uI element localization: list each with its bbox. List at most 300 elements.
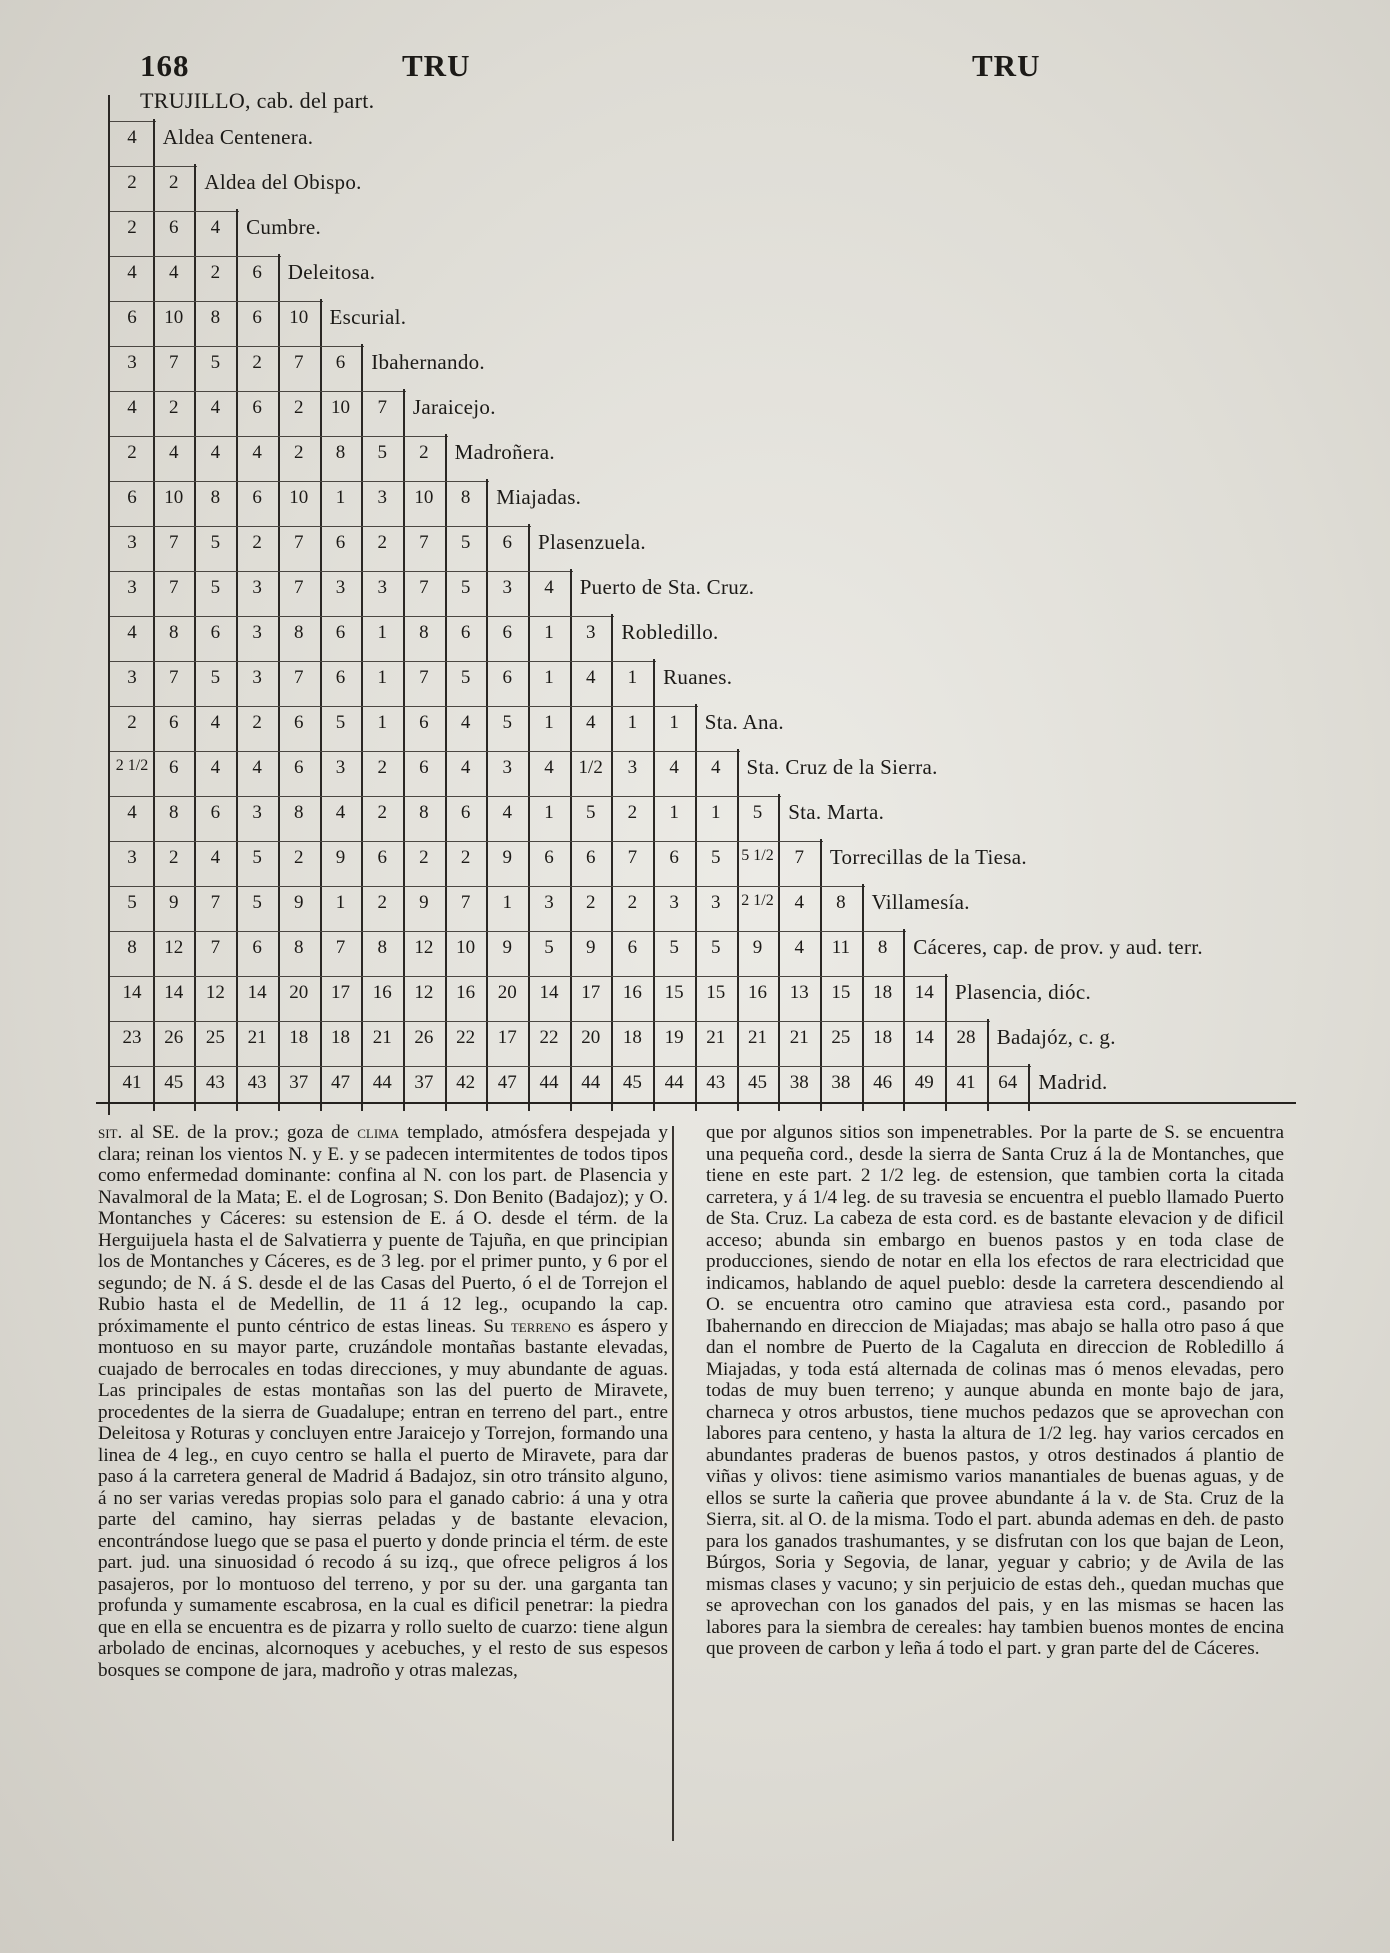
table-cell: 16: [372, 982, 392, 1003]
table-cell: 6: [627, 937, 638, 958]
table-cell: 5: [544, 937, 554, 958]
row-separator: [110, 391, 406, 392]
row-separator: [110, 166, 197, 167]
table-cell: 5: [460, 532, 471, 553]
table-cell: 1: [627, 712, 638, 733]
table-cell: 20: [289, 982, 309, 1003]
table-cell: 1: [377, 667, 387, 688]
table-cell: 1: [711, 802, 721, 823]
table-cell: 1: [335, 892, 346, 913]
table-cell: 4: [585, 667, 596, 688]
table-cell: 9: [502, 847, 513, 868]
table-cell: 7: [419, 667, 429, 688]
table-cell: 7: [168, 352, 179, 373]
table-cell: 4: [585, 712, 596, 733]
table-cell: 3: [252, 802, 262, 823]
table-cell: 2 1/2: [115, 757, 149, 774]
table-cell: 3: [335, 577, 346, 598]
table-cell: 4: [210, 397, 221, 418]
place-name: Villamesía.: [871, 890, 970, 914]
table-cell: 1: [544, 712, 554, 733]
table-cell: 4: [168, 442, 179, 463]
table-cell: 2: [419, 442, 429, 463]
table-cell: 7: [210, 937, 221, 958]
table-cell: 43: [205, 1072, 225, 1093]
table-cell: 21: [789, 1027, 809, 1048]
table-cell: 7: [294, 352, 304, 373]
table-cell: 6: [669, 847, 679, 868]
table-cell: 14: [539, 982, 559, 1003]
table-cell: 4: [127, 802, 137, 823]
table-cell: 1: [335, 487, 346, 508]
table-cell: 8: [419, 802, 429, 823]
table-cell: 4: [252, 442, 262, 463]
row-separator: [110, 1021, 990, 1022]
table-cell: 4: [252, 757, 262, 778]
table-cell: 8: [210, 307, 221, 328]
table-cell: 4: [460, 757, 471, 778]
table-cell: 6: [127, 487, 137, 508]
table-cell: 6: [460, 802, 471, 823]
table-cell: 4: [168, 262, 179, 283]
table-cell: 9: [585, 937, 596, 958]
table-cell: 7: [168, 532, 179, 553]
table-cell: 4: [127, 397, 137, 418]
table-cell: 1: [544, 802, 554, 823]
row-separator: [110, 661, 656, 662]
table-cell: 15: [831, 982, 851, 1003]
body-text-right: [706, 1122, 1284, 1660]
column-rule: [611, 614, 613, 1111]
table-cell: 6: [294, 757, 304, 778]
place-name: Sta. Marta.: [788, 800, 885, 824]
row-separator: [110, 616, 614, 617]
table-cell: 2: [585, 892, 596, 913]
table-cell: 8: [294, 937, 304, 958]
table-cell: 5: [502, 712, 513, 733]
table-cell: 28: [956, 1027, 976, 1048]
table-cell: 3: [377, 487, 387, 508]
column-rule: [153, 119, 155, 1111]
table-cell: 5: [252, 847, 262, 868]
table-cell: 6: [544, 847, 554, 868]
table-cell: 26: [414, 1027, 434, 1048]
table-cell: 5: [335, 712, 346, 733]
table-cell: 2: [127, 712, 137, 733]
row-separator: [110, 481, 489, 482]
table-cell: 44: [539, 1072, 559, 1093]
table-cell: 6: [502, 532, 513, 553]
place-name: Ruanes.: [663, 665, 733, 689]
table-cell: 26: [164, 1027, 184, 1048]
table-cell: 3: [127, 667, 137, 688]
table-cell: 43: [706, 1072, 726, 1093]
table-cell: 22: [456, 1027, 476, 1048]
table-cell: 10: [164, 487, 184, 508]
table-cell: 4: [794, 937, 804, 958]
table-cell: 3: [252, 577, 262, 598]
table-cell: 41: [122, 1072, 142, 1093]
table-cell: 7: [168, 667, 179, 688]
table-cell: 10: [289, 307, 309, 328]
row-separator: [110, 796, 781, 797]
table-cell: 2: [377, 532, 387, 553]
table-cell: 7: [377, 397, 387, 418]
place-name: Escurial.: [329, 305, 407, 329]
table-cell: 2: [294, 847, 304, 868]
table-cell: 3: [252, 667, 262, 688]
table-cell: 5: [585, 802, 596, 823]
place-name: Ibahernando.: [371, 350, 485, 374]
table-cell: 6: [294, 712, 304, 733]
page-number: 168: [140, 48, 190, 83]
table-cell: 2: [127, 172, 137, 193]
table-cell: 1: [544, 667, 554, 688]
column-rule: [486, 479, 488, 1111]
table-cell: 18: [622, 1027, 642, 1048]
table-cell: 4: [127, 262, 137, 283]
table-cell: 4: [210, 757, 221, 778]
table-cell: 3: [377, 577, 387, 598]
place-name: Torrecillas de la Tiesa.: [829, 845, 1027, 869]
table-cell: 3: [544, 892, 554, 913]
table-cell: 38: [789, 1072, 809, 1093]
table-cell: 2: [627, 892, 638, 913]
row-separator: [110, 931, 906, 932]
table-cell: 5: [711, 937, 721, 958]
column-rule: [403, 389, 405, 1111]
table-cell: 5: [711, 847, 721, 868]
row-separator: [110, 436, 448, 437]
column-rule: [987, 1019, 989, 1111]
table-cell: 2: [127, 217, 137, 238]
column-divider: [672, 1126, 674, 1841]
table-cell: 1: [377, 622, 387, 643]
table-cell: 6: [168, 217, 179, 238]
place-name: Robledillo.: [621, 620, 719, 644]
paragraph-right: que por algunos sitios son impenetrables. Por la parte de S. se encuentra una pequeña cord., desde la sierra de Santa Cruz á la de Montanches, que tiene en este part. 2 1/2 leg. de estension, que tambien corta la citada carretera, y á 1/4 leg. de su travesia se encuentra el pueblo llamado Puerto de Sta. Cruz. La cabeza de esta cord. es de bastante elevacion y de dificil acceso; abunda sin embargo en buenos pastos y en toda clase de producciones, siendo de notar en ella los efectos de rara electricidad que indicamos, hablando de aquel pueblo: desde la carretera descendiendo al O. se encuentra otro camino que atraviesa esta cord., pasando por Ibahernando en direccion de Miajadas; mas abajo se halla otro paso á que dan el nombre de Puerto de la Cagaluta en direccion de Robledillo á Miajadas, y toda está alternada de colinas mas ó menos elevadas, pero todas de muy buen terreno; y aunque abunda en monte bajo de jara, charneca y otros arbustos, tiene muchos pedazos que se aprovechan con labores para centeno, y hasta la altura de 1/2 leg. hay varios cercados en abundantes praderas de buenos pastos, y otros destinados á plantio de viñas y olivos: tiene asimismo varios manantiales de buenas aguas, y de ellos se surte la cañeria que provee abundante á la v. de Sta. Cruz de la Sierra, sit. al O. de la misma. Todo el part. abunda ademas en deh. de pasto para los ganados trashumantes, y se disfrutan con los que bajan de Leon, Búrgos, Soria y Segovia, de lanar, yeguar y cabrio; y de Avila de las mismas clases y vacuno; y sin perjuicio de estas deh., quedan muchas que se aprovechan con los ganados del pais, y en las mismas se hacen las labores para la siembra de cereales: hay tambien buenos montes de encina que proveen de carbon y leña á todo el part. y gran parte del de Cáceres.: [706, 1122, 1284, 1659]
table-cell: 8: [127, 937, 137, 958]
table-cell: 4: [460, 712, 471, 733]
table-cell: 1/2: [578, 757, 603, 778]
column-rule: [820, 839, 822, 1111]
table-cell: 17: [497, 1027, 517, 1048]
table-cell: 7: [419, 577, 429, 598]
table-cell: 10: [456, 937, 476, 958]
table-cell: 4: [210, 217, 221, 238]
table-cell: 2: [377, 757, 387, 778]
place-name: Miajadas.: [496, 485, 582, 509]
table-cell: 10: [289, 487, 309, 508]
table-cell: 23: [122, 1027, 142, 1048]
table-cell: 21: [247, 1027, 267, 1048]
table-cell: 44: [664, 1072, 684, 1093]
place-name: Madrid.: [1038, 1070, 1108, 1094]
table-cell: 10: [414, 487, 434, 508]
column-rule: [695, 704, 697, 1111]
table-cell: 2: [252, 532, 262, 553]
table-cell: 8: [210, 487, 221, 508]
table-cell: 6: [168, 757, 179, 778]
table-cell: 5: [210, 532, 221, 553]
place-name: Aldea Centenera.: [162, 125, 314, 149]
table-cell: 3: [127, 577, 137, 598]
place-name: Plasenzuela.: [538, 530, 646, 554]
table-cell: 47: [497, 1072, 517, 1093]
table-cell: 45: [748, 1072, 767, 1093]
table-cell: 8: [168, 622, 179, 643]
table-cell: 4: [127, 127, 137, 148]
table-cell: 4: [502, 802, 513, 823]
table-cell: 18: [331, 1027, 350, 1048]
row-separator: [110, 301, 323, 302]
table-cell: 2: [252, 352, 262, 373]
table-cell: 44: [372, 1072, 392, 1093]
table-cell: 4: [210, 442, 221, 463]
table-cell: 7: [210, 892, 221, 913]
table-cell: 4: [210, 847, 221, 868]
place-name: Puerto de Sta. Cruz.: [579, 575, 755, 599]
table-cell: 1: [377, 712, 387, 733]
table-cell: 8: [460, 487, 471, 508]
table-cell: 38: [831, 1072, 851, 1093]
table-cell: 1: [627, 667, 638, 688]
table-cell: 6: [335, 667, 346, 688]
table-cell: 21: [372, 1027, 392, 1048]
table-cell: 6: [210, 802, 221, 823]
table-cell: 8: [419, 622, 429, 643]
table-cell: 8: [335, 442, 346, 463]
table-cell: 18: [289, 1027, 309, 1048]
place-name: Aldea del Obispo.: [204, 170, 362, 194]
table-cell: 19: [664, 1027, 684, 1048]
row-separator: [110, 886, 865, 887]
column-rule: [570, 569, 572, 1111]
row-separator: [110, 346, 364, 347]
running-head-left: TRU: [402, 48, 471, 83]
table-cell: 9: [752, 937, 763, 958]
table-cell: 6: [252, 307, 262, 328]
table-cell: 3: [585, 622, 596, 643]
table-cell: 9: [419, 892, 429, 913]
table-cell: 8: [377, 937, 387, 958]
table-cell: 5: [252, 892, 262, 913]
table-cell: 6: [460, 622, 471, 643]
place-name: Sta. Cruz de la Sierra.: [746, 755, 938, 779]
table-cell: 2: [168, 397, 179, 418]
table-cell: 42: [456, 1072, 476, 1093]
row-separator: [110, 1066, 1031, 1067]
table-cell: 5: [210, 352, 221, 373]
table-cell: 6: [585, 847, 596, 868]
table-cell: 12: [414, 982, 434, 1003]
table-cell: 20: [581, 1027, 601, 1048]
table-cell: 6: [335, 352, 346, 373]
table-cell: 13: [789, 982, 809, 1003]
column-rule: [194, 164, 196, 1111]
table-cell: 7: [794, 847, 804, 868]
table-cell: 17: [581, 982, 601, 1003]
table-cell: 15: [706, 982, 726, 1003]
table-cell: 6: [127, 307, 137, 328]
table-cell: 25: [205, 1027, 225, 1048]
table-cell: 8: [294, 802, 304, 823]
table-cell: 16: [748, 982, 767, 1003]
table-cell: 7: [294, 577, 304, 598]
table-cell: 9: [502, 937, 513, 958]
running-head-right: TRU: [972, 48, 1041, 83]
table-cell: 22: [539, 1027, 559, 1048]
table-cell: 4: [127, 622, 137, 643]
table-cell: 1: [669, 802, 679, 823]
row-separator: [110, 706, 698, 707]
table-cell: 2: [377, 802, 387, 823]
column-rule: [653, 659, 655, 1111]
table-cell: 14: [247, 982, 267, 1003]
table-cell: 8: [168, 802, 179, 823]
column-rule: [528, 524, 530, 1111]
column-rule: [945, 974, 947, 1111]
table-cell: 3: [711, 892, 721, 913]
table-cell: 2: [419, 847, 429, 868]
column-rule: [278, 254, 280, 1111]
table-cell: 2: [377, 892, 387, 913]
table-cell: 14: [122, 982, 142, 1003]
table-cell: 3: [502, 757, 513, 778]
table-cell: 4: [711, 757, 721, 778]
row-separator: [110, 526, 531, 527]
table-cell: 9: [168, 892, 179, 913]
table-cell: 2: [168, 847, 179, 868]
table-cell: 2: [127, 442, 137, 463]
row-separator: [110, 751, 740, 752]
table-title: TRUJILLO, cab. del part.: [140, 88, 375, 113]
table-cell: 45: [164, 1072, 184, 1093]
table-cell: 5: [210, 577, 221, 598]
place-name: Madroñera.: [454, 440, 555, 464]
table-cell: 46: [873, 1072, 893, 1093]
table-cell: 45: [622, 1072, 642, 1093]
table-cell: 3: [502, 577, 513, 598]
place-name: Cáceres, cap. de prov. y aud. terr.: [913, 935, 1203, 959]
table-cell: 4: [794, 892, 804, 913]
column-rule: [445, 434, 447, 1111]
column-rule: [903, 929, 905, 1111]
table-cell: 37: [414, 1072, 434, 1093]
table-cell: 5: [752, 802, 763, 823]
place-name: Jaraicejo.: [412, 395, 496, 419]
table-cell: 6: [252, 487, 262, 508]
table-cell: 6: [210, 622, 221, 643]
table-cell: 7: [460, 892, 471, 913]
table-cell: 1: [669, 712, 679, 733]
table-cell: 5 1/2: [741, 847, 774, 864]
table-cell: 5: [460, 667, 471, 688]
table-cell: 21: [706, 1027, 726, 1048]
table-cell: 10: [164, 307, 184, 328]
table-cell: 8: [836, 892, 846, 913]
table-cell: 3: [127, 532, 137, 553]
table-cell: 43: [247, 1072, 267, 1093]
table-cell: 44: [581, 1072, 601, 1093]
table-cell: 6: [335, 532, 346, 553]
table-cell: 5: [210, 667, 221, 688]
place-name: Cumbre.: [246, 215, 322, 239]
table-cell: 5: [669, 937, 679, 958]
table-cell: 6: [377, 847, 387, 868]
table-cell: 3: [127, 352, 137, 373]
table-cell: 2: [294, 442, 304, 463]
table-cell: 7: [168, 577, 179, 598]
row-separator: [110, 121, 156, 122]
table-cell: 18: [873, 1027, 893, 1048]
table-cell: 5: [377, 442, 387, 463]
table-cell: 3: [252, 622, 262, 643]
table-cell: 16: [622, 982, 642, 1003]
table-cell: 7: [627, 847, 638, 868]
table-cell: 7: [294, 532, 304, 553]
table-cell: 1: [502, 892, 513, 913]
table-cell: 6: [335, 622, 346, 643]
table-cell: 2: [210, 262, 221, 283]
table-cell: 5: [460, 577, 471, 598]
table-cell: 6: [252, 937, 262, 958]
table-cell: 4: [669, 757, 679, 778]
table-cell: 7: [335, 937, 346, 958]
row-separator: [110, 571, 573, 572]
place-name: Deleitosa.: [287, 260, 376, 284]
table-cell: 4: [210, 712, 221, 733]
column-rule: [320, 299, 322, 1111]
table-cell: 4: [544, 577, 554, 598]
table-bottom-rule: [96, 1102, 1296, 1104]
row-separator: [110, 256, 281, 257]
table-cell: 25: [831, 1027, 851, 1048]
row-separator: [110, 841, 823, 842]
table-cell: 49: [914, 1072, 934, 1093]
table-cell: 2: [627, 802, 638, 823]
table-cell: 6: [252, 397, 262, 418]
table-cell: 10: [331, 397, 350, 418]
table-cell: 9: [335, 847, 346, 868]
table-cell: 18: [873, 982, 893, 1003]
place-name: Plasencia, dióc.: [955, 980, 1092, 1004]
table-cell: 12: [205, 982, 225, 1003]
table-cell: 6: [502, 667, 513, 688]
table-cell: 14: [914, 982, 934, 1003]
table-cell: 12: [164, 937, 184, 958]
column-rule: [862, 884, 864, 1111]
table-cell: 2 1/2: [741, 892, 774, 909]
table-cell: 11: [831, 937, 851, 958]
paragraph-left: sit. al SE. de la prov.; goza de clima templado, atmósfera despejada y clara; reinan los vientos N. y E. y se padecen intermitentes de todos tipos como enfermedad dominante: confina al N. con los part. de Plasencia y Navalmoral de la Mata; E. el de Logrosan; S. Don Benito (Badajoz); y O. Montanches y Cáceres: su estension de E. á O. desde el térm. de la Herguijuela hasta el de Salvatierra y puente de Tajuña, en que principian los de Montanches y Cáceres, es de 3 leg. por el primer punto, y 6 por el segundo; de N. á S. desde el de las Casas del Puerto, ó el de Torrejon el Rubio hasta el de Medellin, de 11 á 12 leg., ocupando la cap. próximamente el punto céntrico de estas lineas. Su terreno es áspero y montuoso en su mayor parte, cruzándole montañas bastante elevadas, cuajado de berrocales en todas direcciones, y muy abundante de aguas. Las principales de estas montañas son las del puerto de Miravete, procedentes de la sierra de Guadalupe; entran en terreno del part., entre Deleitosa y Roturas y concluyen entre Jaraicejo y Torrejon, formando una linea de 4 leg., en cuyo centro se halla el puerto de Miravete, para dar paso á la carretera general de Madrid á Badajoz, sin otro tránsito alguno, á no ser varias veredas propias solo para el ganado cabrio: á una y otra parte del camino, hay sierras peladas y de bastante elevacion, encontrándose luego que se pasa el puerto y donde princia el térm. de este part. jud. una sinuosidad ó recodo á su izq., que ofrece peligros á los pasajeros, por lo montuoso del terreno, y por su der. una garganta tan profunda y sumamente escabrosa, en la cual es dificil penetrar: la piedra que en ella se encuentra es de pizarra y rollo suelto de cuarzo: tiene algun arbolado de encinas, alcornoques y acebuches, y el resto de sus espesos bosques se compone de jara, madroño y otras malezas,: [98, 1122, 669, 1681]
table-cell: 7: [419, 532, 429, 553]
table-cell: 14: [164, 982, 184, 1003]
table-cell: 3: [669, 892, 679, 913]
body-text-left: [98, 1122, 668, 1681]
row-separator: [110, 211, 239, 212]
table-cell: 16: [456, 982, 476, 1003]
table-cell: 2: [168, 172, 179, 193]
distance-table: [100, 0, 1300, 1110]
table-cell: 3: [127, 847, 137, 868]
table-cell: 3: [627, 757, 638, 778]
table-cell: 9: [294, 892, 304, 913]
table-cell: 15: [664, 982, 684, 1003]
table-cell: 47: [331, 1072, 350, 1093]
table-cell: 3: [335, 757, 346, 778]
table-cell: 6: [419, 712, 429, 733]
